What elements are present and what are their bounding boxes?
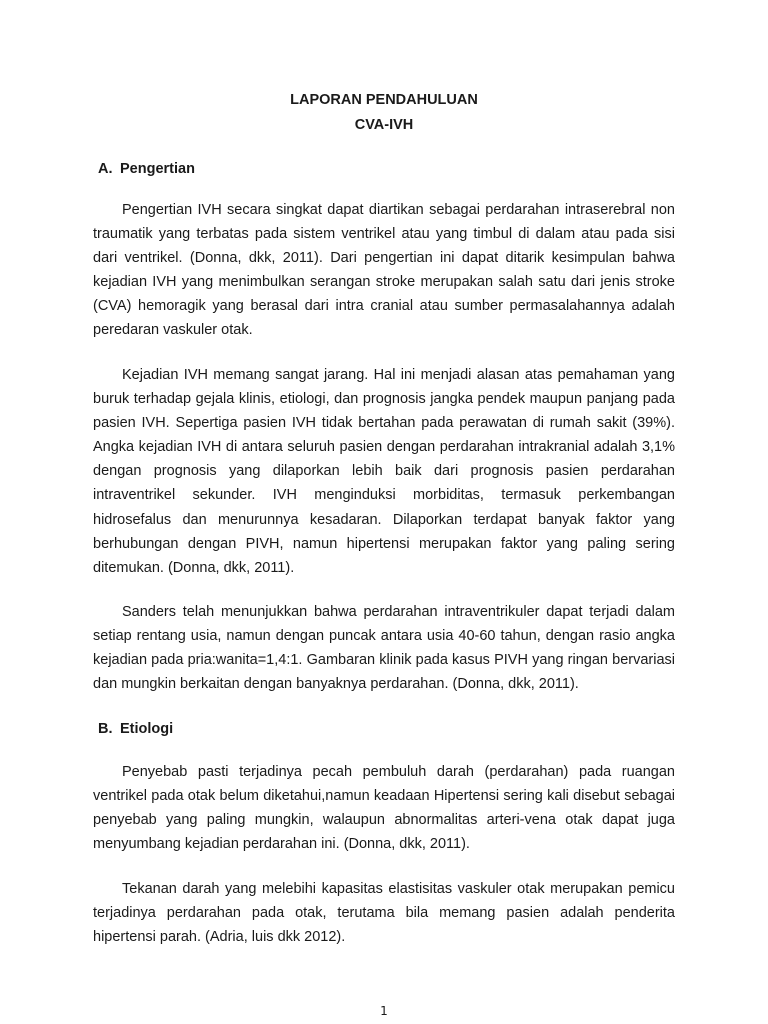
section-heading-etiologi bbox=[98, 717, 173, 741]
paragraph-pengertian-3: Sanders telah menunjukkan bahwa perdarahan intraventrikuler dapat terjadi dalam setiap rentang usia, namun dengan puncak antara usia 40-60 tahun, dengan rasio angka kejadian pada pria:wanita=1,4:1. Gambaran klinik pada kasus PIVH yang ringan bervariasi dan mungkin berkaitan dengan banyaknya perdarahan. (Donna, dkk, 2011). bbox=[93, 604, 675, 693]
section-title: Pengertian bbox=[120, 161, 195, 177]
section-label: B. bbox=[98, 721, 113, 737]
paragraph-etiologi-1: Penyebab pasti terjadinya pecah pembuluh darah (perdarahan) pada ruangan ventrikel pada otak belum diketahui,namun keadaan Hipertensi sering kali disebut sebagai penyebab yang paling mungkin, walaupun abnormalitas arteri-vena otak dapat juga menyumbang kejadian perdarahan ini. (Donna, dkk, 2011). bbox=[93, 764, 675, 853]
document-subtitle: CVA-IVH bbox=[354, 117, 414, 133]
section-heading-pengertian bbox=[98, 157, 195, 181]
section-label: A. bbox=[98, 161, 113, 177]
paragraph-pengertian-2: Kejadian IVH memang sangat jarang. Hal ini menjadi alasan atas pemahaman yang buruk terhadap gejala klinis, etiologi, dan prognosis jangka pendek maupun panjang pada pasien IVH. Sepertiga pasien IVH tidak bertahan pada perawatan di rumah sakit (39%). Angka kejadian IVH di antara seluruh pasien dengan perdarahan intrakranial adalah 3,1% dengan prognosis yang dilaporkan lebih baik dari prognosis pasien perdarahan intraventrikel sekunder. IVH menginduksi morbiditas, termasuk perkembangan hidrosefalus dan menurunnya kesadaran. Dilaporkan terdapat banyak faktor yang berhubungan dengan PIVH, namun hipertensi merupakan faktor yang paling sering ditemukan. (Donna, dkk, 2011). bbox=[93, 367, 675, 576]
paragraph-pengertian-1: Pengertian IVH secara singkat dapat diartikan sebagai perdarahan intraserebral non traumatik yang terbatas pada sistem ventrikel atau yang timbul di dalam atau pada sisi dari ventrikel. (Donna, dkk, 2011). Dari pengertian ini dapat ditarik kesimpulan bahwa kejadian IVH yang menimbulkan serangan stroke merupakan salah satu dari jenis stroke (CVA) hemoragik yang berasal dari intra cranial atau sumber permasalahannya adalah peredaran vaskuler otak. bbox=[93, 202, 675, 339]
document-title: LAPORAN PENDAHULUAN bbox=[290, 92, 478, 108]
page-number: 1 bbox=[380, 1004, 388, 1018]
section-title: Etiologi bbox=[120, 721, 174, 737]
paragraph-etiologi-2: Tekanan darah yang melebihi kapasitas elastisitas vaskuler otak merupakan pemicu terjadinya perdarahan pada otak, terutama bila memang pasien adalah penderita hipertensi parah. (Adria, luis dkk 2012). bbox=[93, 881, 675, 946]
